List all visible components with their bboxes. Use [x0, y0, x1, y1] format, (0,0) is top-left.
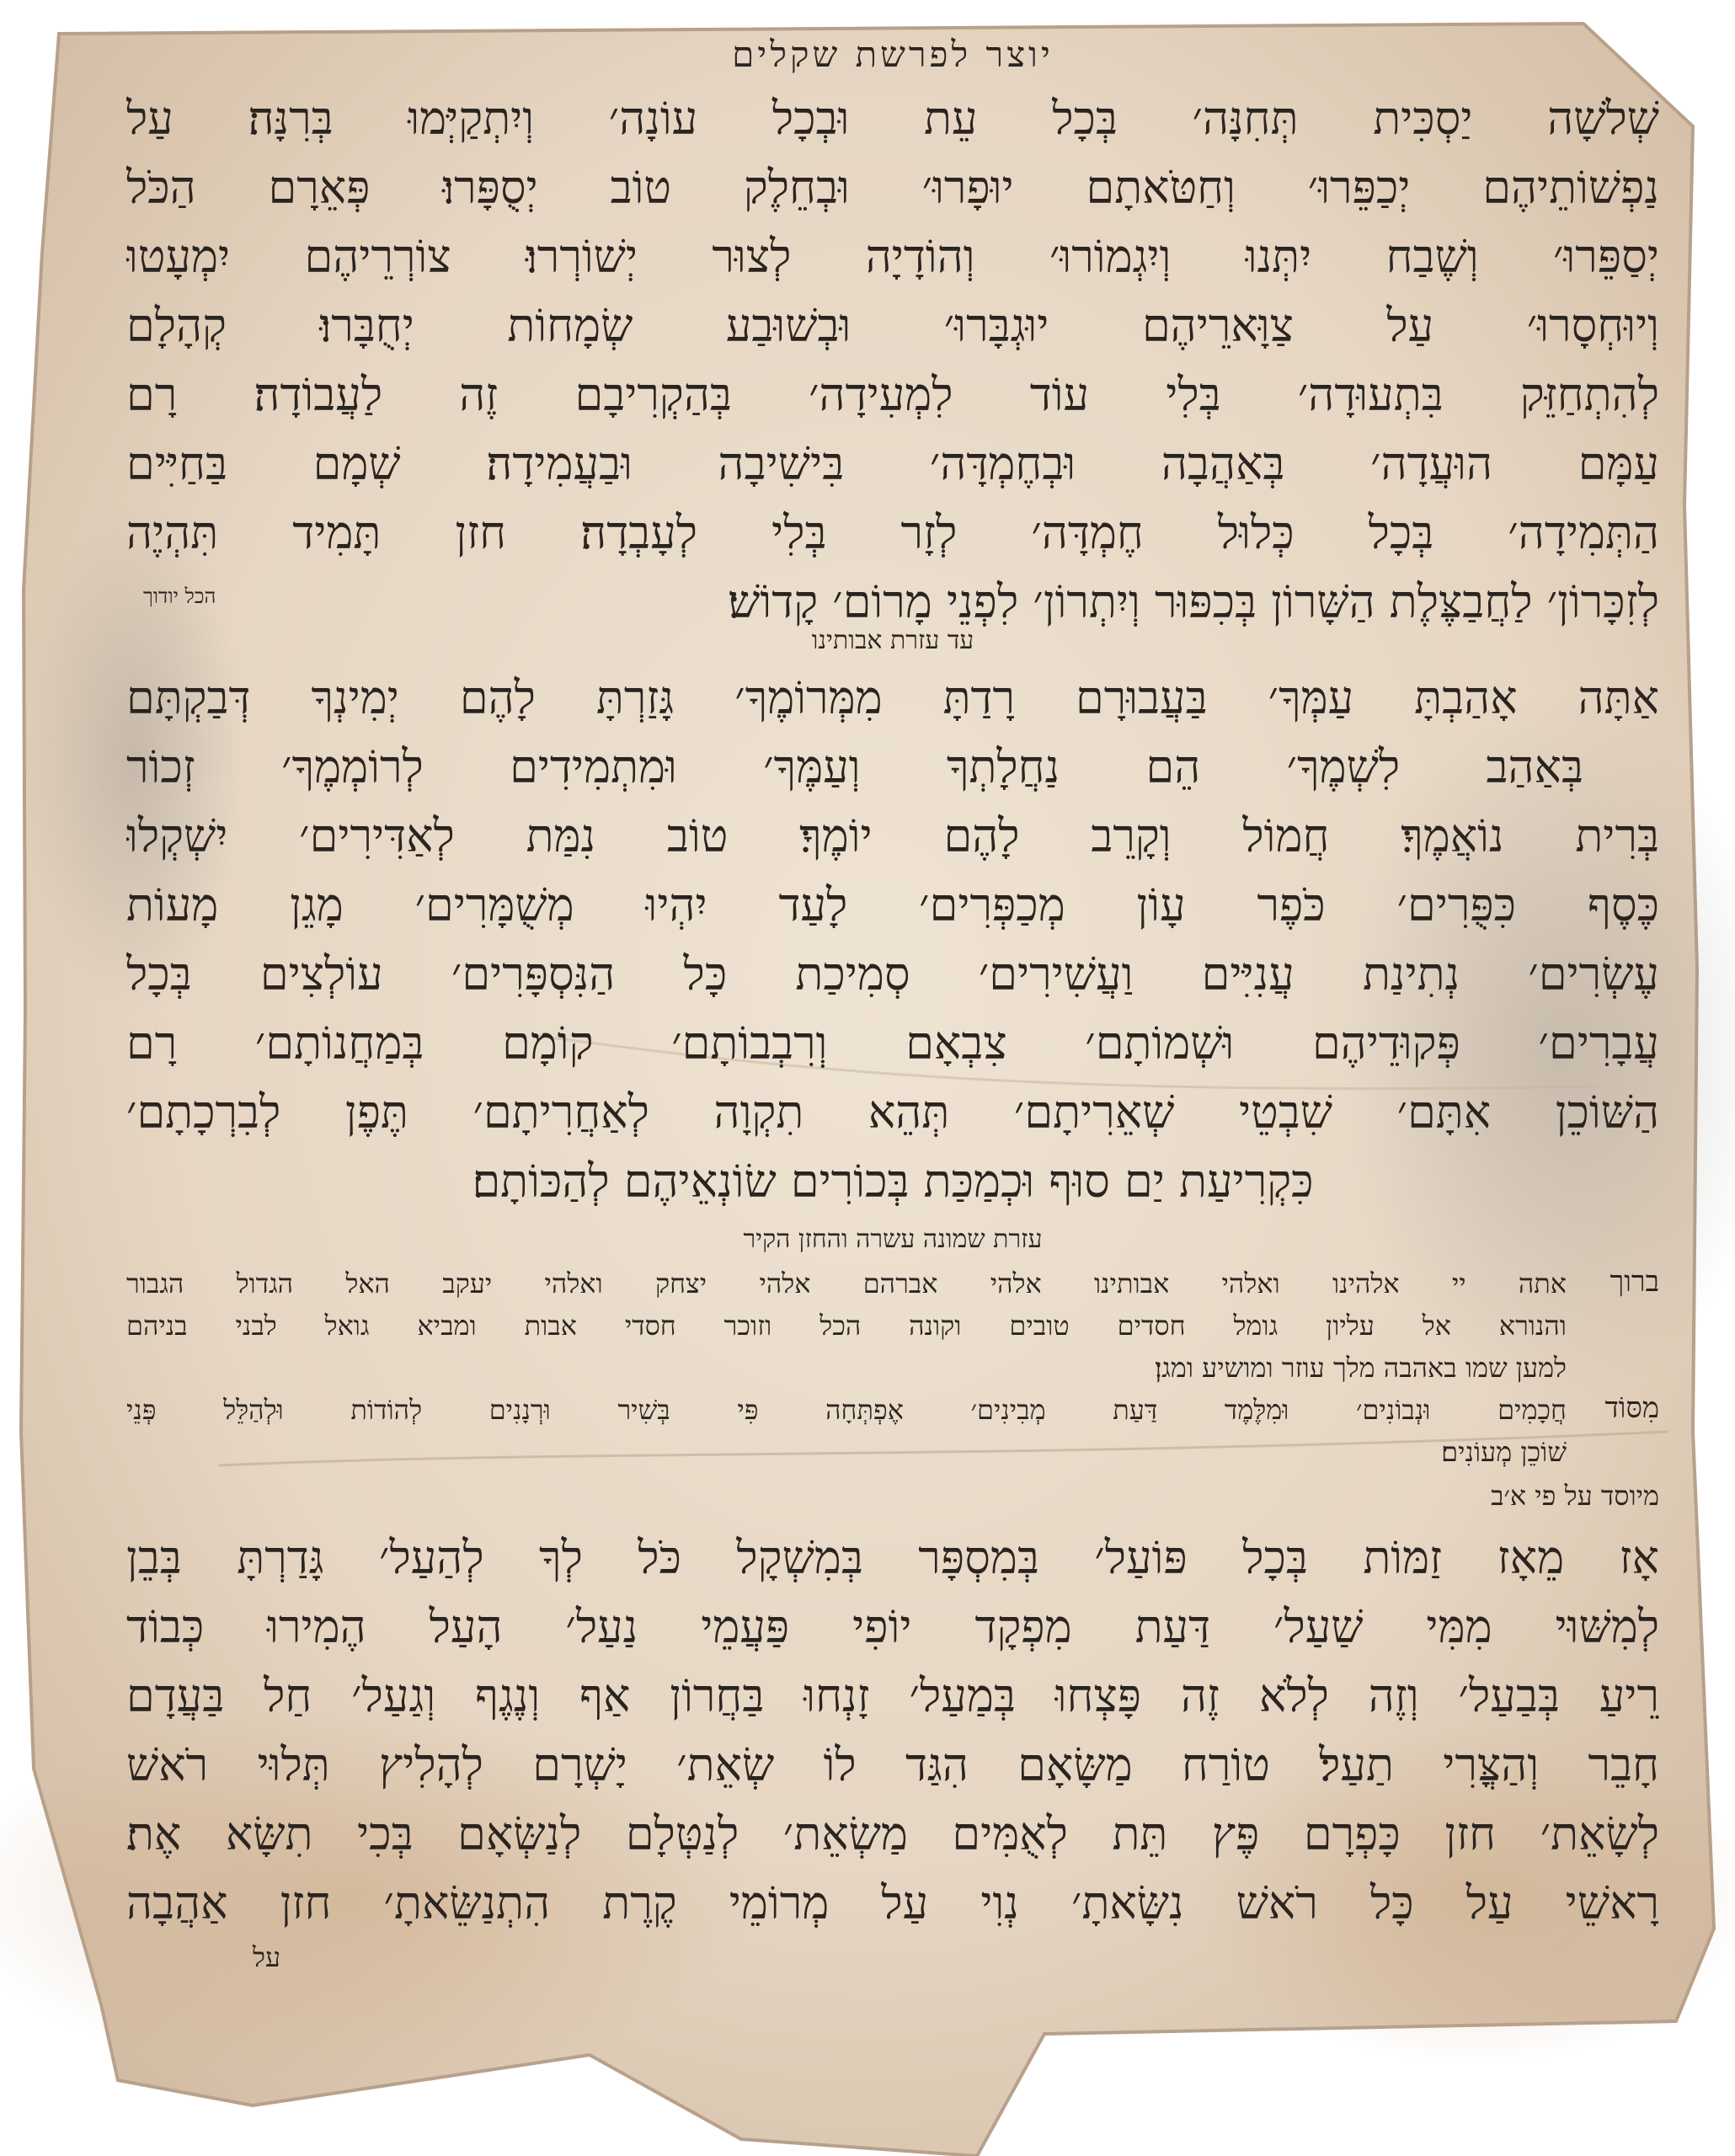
text-line: שְׁלֹשָׁה יַסְכִּית תְּחִנָּה׳ בְּכָל עֵת וּבְכָל עוֹנָה׳ וְיִתְקַיְּמוּ בְּרִנָּה׃ עַל [126, 92, 1659, 145]
acrostic-note: מיוסד על פי א׳ב [1491, 1480, 1659, 1512]
text-line: והנורא אל עליון גומל חסדים טובים וקונה הכל וזוכר חסדי אבות ומביא גואל לבני בניהם [126, 1310, 1567, 1342]
misod-paragraph [126, 1389, 1659, 1473]
text-line: לְזִכָּרוֹן׳ לַחֲבַצֶּלֶת הַשָּׁרוֹן בְּכִפּוּר וְיִתְרוֹן׳ לִפְנֵי מָרוֹם׳ קָדוֹשׁ׃ [728, 575, 1659, 628]
catchword: על [253, 1941, 281, 1973]
baruch-label: ברוך [1610, 1265, 1659, 1299]
section-2 [126, 626, 1659, 1216]
page-title: יוצר לפרשת שקלים [732, 34, 1054, 75]
side-note: הכל יודוך [143, 584, 216, 608]
page-text [126, 34, 1659, 1973]
baruch-paragraph [126, 1262, 1659, 1389]
section-heading: עזרת שמונה עשרה והחזן הקיר [743, 1225, 1043, 1254]
text-line: כֶּסֶף כִּפֻּרִים׳ כֹּפֶר עָוֹן מְכַפְּרִים׳ לָעַד יִהְיוּ מְשֻׁמָּרִים׳ מָגֵן מָעוֹת [126, 878, 1659, 931]
section-3 [126, 1225, 1659, 1512]
text-line: שׁוֹכֵן מְעוֹנִים׃ [1441, 1436, 1567, 1468]
text-line: לְמִשּׁוּי מִמִּי שַׁעַל׳ דַּעַת מִפְקָד יוֹפִי פַּעֲמֵי נַעַל׳ הָעַל הֶמִירוּ כְּבוֹד [126, 1600, 1659, 1653]
text-line: עֲבָרִים׳ פְּקוּדֵיהֶם וּשְׁמוֹתָם׳ צִבְאָם וְרִבְבוֹתָם׳ קוֹמָם בְּמַחֲנוֹתָם׳ רָם [126, 1017, 1659, 1070]
text-line: נַפְשׁוֹתֵיהֶם יְכַפֵּרוּ׳ וְחַטֹּאתָם יוּפָרוּ׳ וּבְחֵלֶק טוֹב יְסֻפָּרוּ׃ פְּאֵרָם הַכֹּל [126, 161, 1659, 214]
baruch-text [126, 1262, 1567, 1389]
text-line: עַמָּם הוּעֲדָה׳ בְּאַהֲבָה וּבְחֶמְדָּה׳ בִּישִׁיבָה וּבַעֲמִידָה׃ שְׁמָם בַּחַיִּים [126, 437, 1659, 490]
section-4 [126, 1524, 1659, 1973]
section-1 [126, 84, 1659, 628]
text-line: הַתְּמִידָה׳ בְּכָל כְּלוּל חֶמְדָּה׳ לְזָר בְּלִי לְעָבְדָה׃ חזן תָּמִיד תִּהְיֶה [126, 506, 1659, 559]
text-line: וְיוּחְסָרוּ׳ עַל צַוָּארֵיהֶם יוּגְבָּרוּ׳ וּבְשׁוּבַע שְׂמָחוֹת יְחֻבָּרוּ׃ קְהָלָם [126, 299, 1659, 352]
text-line: למען שמו באהבה מלך עוזר ומושיע ומגן׃ [1155, 1352, 1567, 1384]
text-line: יְסַפֵּרוּ׳ וְשֶׁבַח יִתְּנוּ וְיִגְמוֹרוּ׳ וְהוֹדָיָה לְצוּר יְשׁוֹרְרוּ׃ צוֹרְרֵיהֶם יִמְעָטוּ [126, 230, 1659, 283]
text-line: חָבֵר וְהַצֳּרִי תַעַל׃ טוֹרַח מַשָּׂאָם הִגַּד לוֹ שְׂאֵת׳ יָשְׁרָם לְהָלִיץ תְּלוּי רֹאשׁ [126, 1738, 1659, 1791]
text-line: בְּרִית נוֹאֲמֶךָ׃ חֲמוֹל וְקָרֵב לָהֶם יוֹמֶךָ׃ טוֹב נִמַּת לְאַדִּירִים׳ יִשְׁקְלוּ [126, 809, 1659, 862]
text-line: רָאשֵׁי עַל כָּל רֹאשׁ נִשָּׂאתָ׳ נְוִי עַל מְרוֹמֵי קֶרֶת הִתְנַשֵּׂאתָ׳ חזן אַהֲבָה [126, 1876, 1659, 1929]
text-line: הַשּׁוֹכֵן אִתָּם׳ שִׁבְטֵי שְׁאֵרִיתָם׳ תְּהֵא תִקְוָה לְאַחֲרִיתָם׳ תֶּפֶן לְבִרְכָתָם׳ [126, 1086, 1659, 1139]
text-line: חֲכָמִים וּנְבוֹנִים׳ וּמִלֶּמֶד דַּעַת מְבִינִים׳ אֶפְתְּחָה פִּי בְּשִׁיר וּרְנָנִים לְהוֹדוֹת וּלְהַלֵּל פְּנֵי [126, 1394, 1567, 1426]
misod-text [126, 1389, 1567, 1473]
text-line: לְהִתְחַזֵּק בִּתְעוּדָה׳ בְּלִי עוֹד לִמְעִידָה׳ בְּהַקְרִיבָם זֶה לַעֲבוֹדָה׃ רָם [126, 368, 1659, 421]
text-line: עֶשְׂרִים׳ נְתִינַת עֲנִיִּים וַעֲשִׁירִים׳ סְמִיכַת כָּל הַנִּסְפָּרִים׳ עוֹלְצִים בְּכָל [126, 947, 1659, 1001]
section-heading: עד עזרת אבותינו [811, 626, 974, 655]
text-line: אתה יי אלהינו ואלהי אבותינו אלהי אברהם אלהי יצחק ואלהי יעקב האל הגדול הגבור [126, 1267, 1567, 1299]
text-line: לְשָׂאֵת׳ חזן כָּפְרָם פֶּץ תֵּת לְאֻמִּים מַשְׂאֵת׳ לְנַטְּלָם לְנַשְּׂאָם בְּכִי תִשָּׂא אֶת׃ [126, 1807, 1659, 1860]
text-line: כִּקְרִיעַת יַם סוּף וּכְמַכַּת בְּכוֹרִים שׂוֹנְאֵיהֶם לְהַכּוֹתָם׃ [472, 1155, 1314, 1208]
text-line: אַתָּה אָהַבְתָּ עַמְּךָ׳ בַּעֲבוּרָם רָדַתָּ מִמְּרוֹמֶךָ׳ גָּזַרְתָּ לָהֶם יְמִינְךָ דְּבַקְתָּם [126, 671, 1659, 724]
text-line: בְּאַהַב לִשְׁמֶךָ׳ הֵם נַחֲלָתְךָ וְעַמֶּךָ׳ וּמִתְמִידִים לְרוֹמְמֶךָ׳ זְכוֹר [126, 740, 1583, 793]
text-line: רֵיעַ בְּבַעַל׳ וְזֶה לְלֹא זֶה פָּצְחוּ בְּמַעַל׳ זָנְחוּ בַּחֲרוֹן אַף וְנֶגֶף וְגַעַל׳ חַל בַּעֲדָם [126, 1669, 1659, 1722]
text-line: אָז מֵאָז זַמּוֹת בְּכָל פּוֹעַל׳ בְּמִסְפָּר בְּמִשְׁקָל כֹּל לְךָ לְהַעַל׳ גָּדַרְתָּ בְּבֵן [126, 1531, 1659, 1584]
misod-label: מִסּוֹד [1604, 1391, 1659, 1425]
